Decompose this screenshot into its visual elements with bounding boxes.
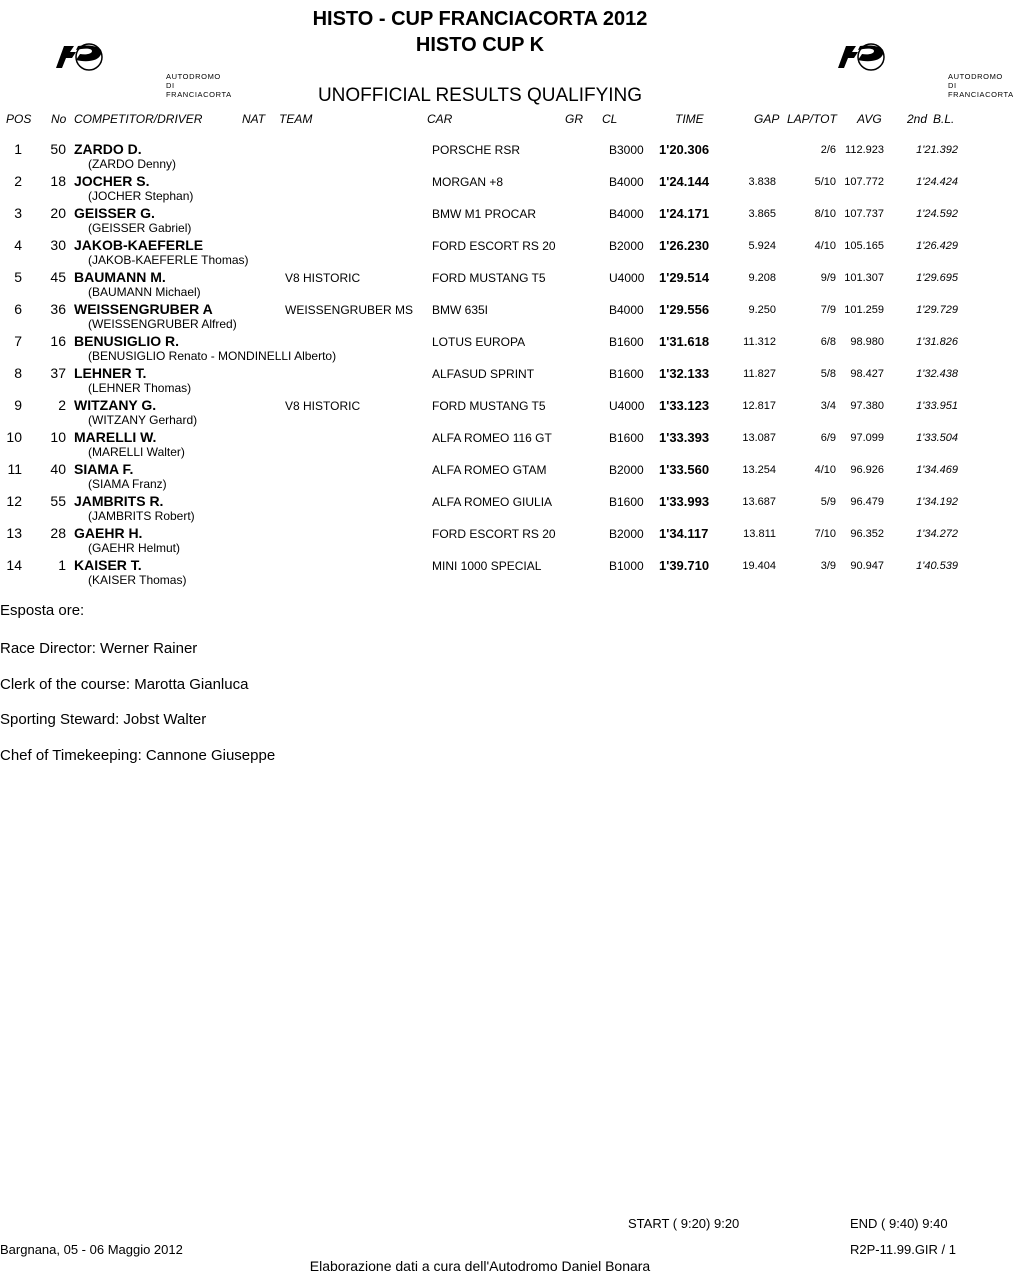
cell-class: U4000 <box>609 399 645 413</box>
table-row <box>0 557 960 589</box>
table-row <box>0 365 960 397</box>
cell-pos: 9 <box>14 397 22 413</box>
cell-driver-full: (JAKOB-KAEFERLE Thomas) <box>88 253 249 267</box>
cell-car: MINI 1000 SPECIAL <box>432 559 542 573</box>
cell-gap: 11.312 <box>743 336 776 348</box>
cell-driver-full: (LEHNER Thomas) <box>88 381 192 395</box>
cell-avg: 101.307 <box>844 272 884 284</box>
cell-time: 1'34.117 <box>659 526 709 541</box>
cell-class: B4000 <box>609 303 644 317</box>
cell-driver-full: (KAISER Thomas) <box>88 573 187 587</box>
cell-time: 1'29.514 <box>659 270 710 285</box>
cell-gap: 13.087 <box>742 432 776 444</box>
cell-gap: 5.924 <box>748 240 776 252</box>
cell-driver: ZARDO D. <box>74 141 142 157</box>
col-time: TIME <box>675 112 704 126</box>
col-gr: GR <box>565 112 583 126</box>
cell-driver: JOCHER S. <box>74 173 150 189</box>
cell-car: MORGAN +8 <box>432 175 504 189</box>
col-2nd: 2nd <box>907 112 928 126</box>
cell-team: WEISSENGRUBER MS <box>285 303 414 317</box>
cell-pos: 10 <box>6 429 22 445</box>
table-row <box>0 173 960 205</box>
esposta-label: Esposta ore: <box>0 602 85 619</box>
cell-driver: LEHNER T. <box>74 365 147 381</box>
cell-driver: GEISSER G. <box>74 205 155 221</box>
cell-car: LOTUS EUROPA <box>432 335 526 349</box>
cell-time: 1'20.306 <box>659 142 710 157</box>
cell-gap: 12.817 <box>742 400 776 412</box>
cell-class: U4000 <box>609 271 645 285</box>
cell-car: PORSCHE RSR <box>432 143 521 157</box>
cell-pos: 13 <box>6 525 22 541</box>
table-row <box>0 525 960 557</box>
cell-laps: 3/9 <box>820 560 836 572</box>
cell-laps: 5/10 <box>814 176 836 188</box>
cell-driver-full: (ZARDO Denny) <box>88 157 177 171</box>
cell-avg: 105.165 <box>844 240 884 252</box>
cell-time: 1'39.710 <box>659 558 710 573</box>
cell-car: ALFA ROMEO GIULIA <box>432 495 553 509</box>
cell-driver-full: (GEISSER Gabriel) <box>88 221 192 235</box>
cell-driver-full: (JAMBRITS Robert) <box>88 509 195 523</box>
cell-avg: 107.772 <box>844 176 884 188</box>
cell-team: V8 HISTORIC <box>285 399 361 413</box>
cell-car: BMW M1 PROCAR <box>432 207 537 221</box>
cell-car: ALFA ROMEO GTAM <box>432 463 547 477</box>
cell-laps: 5/8 <box>820 368 836 380</box>
cell-class: B4000 <box>609 207 644 221</box>
cell-best-lap: 1'34.192 <box>916 496 958 508</box>
cell-time: 1'33.993 <box>659 494 710 509</box>
cell-best-lap: 1'40.539 <box>916 560 958 572</box>
cell-driver: GAEHR H. <box>74 525 143 541</box>
cell-laps: 4/10 <box>814 464 836 476</box>
col-nat: NAT <box>242 112 266 126</box>
cell-avg: 107.737 <box>844 208 884 220</box>
cell-class: B2000 <box>609 239 644 253</box>
cell-no: 16 <box>50 333 66 349</box>
table-row <box>0 269 960 301</box>
col-bl: B.L. <box>933 112 955 126</box>
col-avg: AVG <box>857 112 882 126</box>
cell-driver-full: (JOCHER Stephan) <box>88 189 194 203</box>
cell-no: 45 <box>50 269 66 285</box>
cell-pos: 1 <box>14 141 22 157</box>
table-row <box>0 429 960 461</box>
cell-best-lap: 1'26.429 <box>916 240 958 252</box>
cell-best-lap: 1'33.951 <box>916 400 958 412</box>
cell-driver: WITZANY G. <box>74 397 157 413</box>
cell-pos: 3 <box>14 205 22 221</box>
page-subtitle: UNOFFICIAL RESULTS QUALIFYING <box>317 85 643 106</box>
clerk-of-course: Clerk of the course: Marotta Gianluca <box>0 676 249 693</box>
cell-avg: 98.427 <box>850 368 884 380</box>
cell-laps: 5/9 <box>820 496 836 508</box>
cell-no: 37 <box>50 365 66 381</box>
cell-gap: 9.208 <box>748 272 776 284</box>
cell-time: 1'33.123 <box>659 398 710 413</box>
cell-pos: 7 <box>14 333 22 349</box>
cell-best-lap: 1'34.272 <box>916 528 958 540</box>
cell-class: B1600 <box>609 431 644 445</box>
cell-class: B2000 <box>609 527 644 541</box>
cell-pos: 2 <box>14 173 22 189</box>
cell-car: BMW 635I <box>432 303 489 317</box>
chef-of-timekeeping: Chef of Timekeeping: Cannone Giuseppe <box>0 747 276 764</box>
cell-gap: 19.404 <box>742 560 776 572</box>
cell-driver-full: (MARELLI Walter) <box>88 445 185 459</box>
cell-laps: 7/10 <box>814 528 836 540</box>
cell-pos: 11 <box>7 461 22 477</box>
cell-best-lap: 1'24.592 <box>916 208 958 220</box>
cell-gap: 3.865 <box>748 208 776 220</box>
cell-laps: 9/9 <box>820 272 836 284</box>
col-pos: POS <box>6 112 32 126</box>
cell-avg: 101.259 <box>844 304 884 316</box>
cell-class: B4000 <box>609 175 644 189</box>
cell-best-lap: 1'33.504 <box>916 432 958 444</box>
cell-car: FORD ESCORT RS 20 <box>432 527 556 541</box>
cell-laps: 6/9 <box>820 432 836 444</box>
cell-class: B1600 <box>609 335 644 349</box>
cell-best-lap: 1'32.438 <box>916 368 958 380</box>
table-row <box>0 301 960 333</box>
page-title-line2: HISTO CUP K <box>415 34 545 56</box>
col-cl: CL <box>602 112 618 126</box>
cell-time: 1'32.133 <box>659 366 710 381</box>
cell-time: 1'29.556 <box>659 302 710 317</box>
cell-no: 40 <box>50 461 66 477</box>
cell-time: 1'33.393 <box>659 430 710 445</box>
cell-time: 1'31.618 <box>659 334 710 349</box>
cell-car: FORD ESCORT RS 20 <box>432 239 556 253</box>
cell-pos: 6 <box>14 301 22 317</box>
cell-driver: BENUSIGLIO R. <box>74 333 180 349</box>
cell-gap: 13.687 <box>742 496 776 508</box>
cell-no: 18 <box>50 173 66 189</box>
cell-driver: WEISSENGRUBER A <box>74 301 213 317</box>
cell-no: 36 <box>50 301 66 317</box>
cell-best-lap: 1'29.695 <box>916 272 958 284</box>
cell-driver-full: (WITZANY Gerhard) <box>88 413 198 427</box>
cell-car: FORD MUSTANG T5 <box>432 271 546 285</box>
table-row <box>0 237 960 269</box>
cell-pos: 12 <box>6 493 22 509</box>
col-car: CAR <box>427 112 453 126</box>
cell-no: 20 <box>50 205 66 221</box>
cell-avg: 97.380 <box>850 400 884 412</box>
session-end: END ( 9:40) 9:40 <box>850 1216 948 1231</box>
logo-text-left: AUTODROMO DI FRANCIACORTA <box>166 72 232 99</box>
cell-car: ALFASUD SPRINT <box>432 367 535 381</box>
cell-driver: BAUMANN M. <box>74 269 166 285</box>
cell-best-lap: 1'29.729 <box>916 304 958 316</box>
col-competitor: COMPETITOR/DRIVER <box>74 112 203 126</box>
table-row <box>0 461 960 493</box>
cell-driver: KAISER T. <box>74 557 142 573</box>
col-team: TEAM <box>279 112 313 126</box>
cell-laps: 2/6 <box>820 144 836 156</box>
cell-driver-full: (WEISSENGRUBER Alfred) <box>88 317 237 331</box>
cell-pos: 14 <box>6 557 22 573</box>
cell-class: B1000 <box>609 559 644 573</box>
cell-no: 1 <box>58 557 66 573</box>
table-row <box>0 333 960 365</box>
cell-gap: 11.827 <box>743 368 776 380</box>
table-row <box>0 493 960 525</box>
cell-class: B1600 <box>609 367 644 381</box>
session-start: START ( 9:20) 9:20 <box>628 1216 740 1231</box>
cell-avg: 112.923 <box>845 144 884 156</box>
cell-laps: 6/8 <box>820 336 836 348</box>
cell-no: 30 <box>50 237 66 253</box>
cell-avg: 96.926 <box>850 464 884 476</box>
cell-car: ALFA ROMEO 116 GT <box>432 431 552 445</box>
cell-avg: 97.099 <box>850 432 884 444</box>
cell-best-lap: 1'34.469 <box>916 464 958 476</box>
cell-laps: 7/9 <box>820 304 836 316</box>
cell-pos: 4 <box>14 237 22 253</box>
cell-driver-full: (GAEHR Helmut) <box>88 541 181 555</box>
cell-driver-full: (BENUSIGLIO Renato - MONDINELLI Alberto) <box>88 349 337 363</box>
table-row <box>0 397 960 429</box>
cell-time: 1'24.144 <box>659 174 710 189</box>
cell-class: B2000 <box>609 463 644 477</box>
cell-avg: 98.980 <box>850 336 884 348</box>
cell-avg: 96.479 <box>850 496 884 508</box>
col-laptot: LAP/TOT <box>787 112 837 126</box>
cell-no: 55 <box>50 493 66 509</box>
cell-avg: 90.947 <box>850 560 884 572</box>
cell-laps: 4/10 <box>814 240 836 252</box>
cell-driver: MARELLI W. <box>74 429 157 445</box>
cell-gap: 13.254 <box>742 464 776 476</box>
cell-car: FORD MUSTANG T5 <box>432 399 546 413</box>
cell-team: V8 HISTORIC <box>285 271 361 285</box>
cell-avg: 96.352 <box>850 528 884 540</box>
page-title-line1: HISTO - CUP FRANCIACORTA 2012 <box>312 8 648 30</box>
cell-best-lap: 1'24.424 <box>916 176 958 188</box>
cell-class: B3000 <box>609 143 644 157</box>
cell-driver: SIAMA F. <box>74 461 134 477</box>
cell-no: 10 <box>50 429 66 445</box>
col-no: No <box>51 112 67 126</box>
cell-pos: 8 <box>14 365 22 381</box>
cell-no: 2 <box>58 397 66 413</box>
credit-line: Elaborazione dati a cura dell'Autodromo Daniel Bonara <box>309 1258 651 1274</box>
col-gap: GAP <box>754 112 780 126</box>
cell-no: 28 <box>50 525 66 541</box>
cell-laps: 3/4 <box>820 400 836 412</box>
cell-time: 1'26.230 <box>659 238 710 253</box>
table-row <box>0 205 960 237</box>
cell-gap: 3.838 <box>748 176 776 188</box>
cell-driver: JAKOB-KAEFERLE <box>74 237 204 253</box>
sporting-steward: Sporting Steward: Jobst Walter <box>0 711 207 728</box>
cell-gap: 9.250 <box>748 304 776 316</box>
table-row <box>0 141 960 173</box>
cell-laps: 8/10 <box>814 208 836 220</box>
cell-time: 1'33.560 <box>659 462 710 477</box>
cell-driver-full: (BAUMANN Michael) <box>88 285 201 299</box>
cell-pos: 5 <box>14 269 22 285</box>
cell-driver: JAMBRITS R. <box>74 493 164 509</box>
race-director: Race Director: Werner Rainer <box>0 640 198 657</box>
cell-time: 1'24.171 <box>659 206 710 221</box>
cell-gap: 13.811 <box>743 528 776 540</box>
cell-no: 50 <box>50 141 66 157</box>
logo-text-right: AUTODROMO DI FRANCIACORTA <box>948 72 1014 99</box>
cell-best-lap: 1'31.826 <box>916 336 958 348</box>
document-code: R2P-11.99.GIR / 1 <box>850 1242 956 1257</box>
place-date: Bargnana, 05 - 06 Maggio 2012 <box>0 1242 183 1257</box>
cell-driver-full: (SIAMA Franz) <box>88 477 167 491</box>
cell-best-lap: 1'21.392 <box>916 144 958 156</box>
cell-class: B1600 <box>609 495 644 509</box>
